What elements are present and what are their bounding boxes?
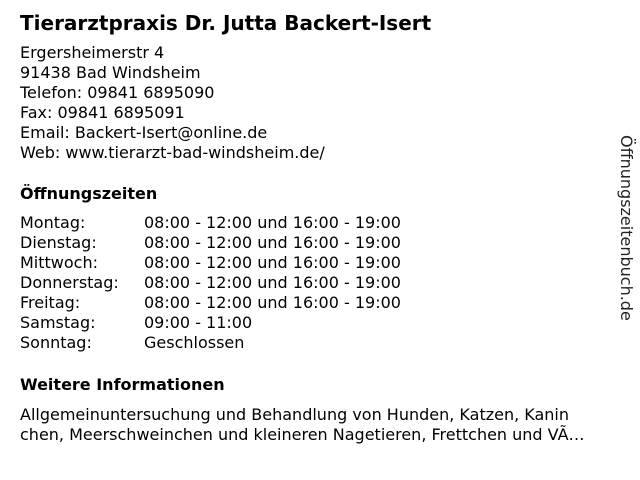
time-value: Geschlossen [144,333,245,352]
hours-row-monday [20,213,580,233]
hours-row-wednesday [20,253,580,273]
info-line-2: chen, Meerschweinchen und kleineren Nagetieren, Frettchen und VÃ… [20,425,585,444]
day-label: Freitag: [20,293,81,312]
hours-row-saturday [20,313,580,333]
day-label: Dienstag: [20,233,97,252]
email-address: Email: Backert-Isert@online.de [20,123,268,142]
website-url: Web: www.tierarzt-bad-windsheim.de/ [20,143,325,162]
hours-row-sunday [20,333,580,353]
practice-name: Tierarztpraxis Dr. Jutta Backert-Isert [20,11,432,35]
city-address: 91438 Bad Windsheim [20,63,201,82]
time-value: 08:00 - 12:00 und 16:00 - 19:00 [144,253,401,272]
day-label: Montag: [20,213,86,232]
hours-row-thursday [20,273,580,293]
street-address: Ergersheimerstr 4 [20,43,165,62]
day-label: Sonntag: [20,333,92,352]
time-value: 08:00 - 12:00 und 16:00 - 19:00 [144,273,401,292]
info-line-1: Allgemeinuntersuchung und Behandlung von Hunden, Katzen, Kanin [20,405,570,424]
time-value: 08:00 - 12:00 und 16:00 - 19:00 [144,213,401,232]
time-value: 08:00 - 12:00 und 16:00 - 19:00 [144,233,401,252]
hours-row-friday [20,293,580,313]
day-label: Samstag: [20,313,96,332]
day-label: Mittwoch: [20,253,98,272]
phone-number: Telefon: 09841 6895090 [20,83,215,102]
day-label: Donnerstag: [20,273,119,292]
time-value: 09:00 - 11:00 [144,313,253,332]
contact-block [20,43,325,163]
time-value: 08:00 - 12:00 und 16:00 - 19:00 [144,293,401,312]
further-info-heading: Weitere Informationen [20,375,225,394]
hours-row-tuesday [20,233,580,253]
further-info-text [20,405,620,445]
site-watermark-label: Öffnungszeitenbuch.de [617,135,636,321]
opening-hours-heading: Öffnungszeiten [20,184,158,203]
fax-number: Fax: 09841 6895091 [20,103,185,122]
opening-hours-table [20,213,580,353]
